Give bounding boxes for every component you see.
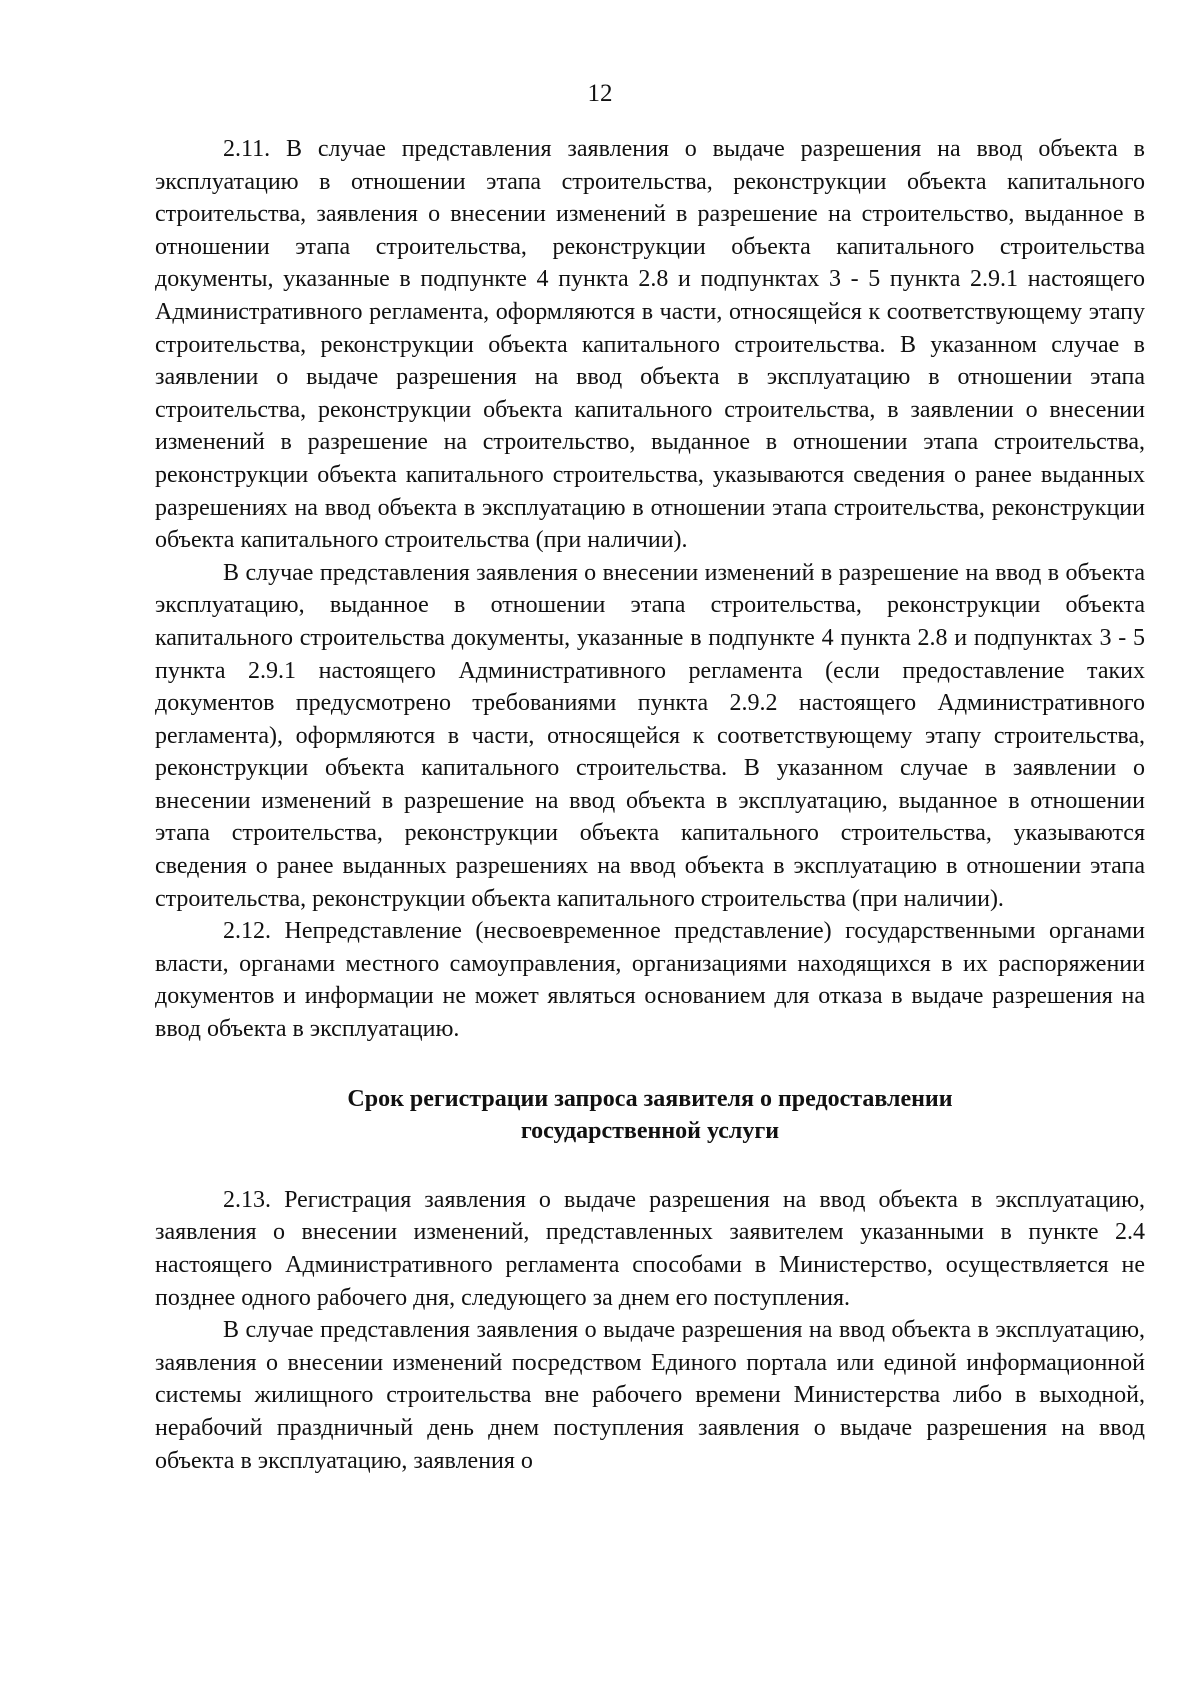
paragraph-off-hours-submission: В случае представления заявления о выдаче разрешения на ввод объекта в эксплуатацию, заявления о внесении изменений посредством Единого портала или единой информационной системы жилищного строительства вне рабочего времени Министерства либо в выходной, нерабочий праздничный день днем поступления заявления о выдаче разрешения на ввод объекта в эксплуатацию, заявления о: [155, 1317, 1145, 1474]
section-heading-line-2: государственной услуги: [520, 1118, 780, 1145]
paragraph-2-12: 2.12. Непредставление (несвоевременное представление) государственными органами власти, органами местного самоуправления, организациями находящихся в их распоряжении документов и информации не может являться основанием для отказа в выдаче разрешения на ввод объекта в эксплуатацию.: [155, 918, 1145, 1043]
page-number: 12: [587, 80, 613, 107]
document-body: [155, 133, 1145, 1477]
paragraph-stage-changes: В случае представления заявления о внесении изменений в разрешение на ввод в объекта эксплуатацию, выданное в отношении этапа строительства, реконструкции объекта капитального строительства документы, указанные в подпункте 4 пункта 2.8 и подпунктах 3 - 5 пункта 2.9.1 настоящего Административного регламента (если предоставление таких документов предусмотрено требованиями пункта 2.9.2 настоящего Административного регламента), оформляются в части, относящейся к соответствующему этапу строительства, реконструкции объекта капитального строительства. В указанном случае в заявлении о внесении изменений в разрешение на ввод объекта в эксплуатацию, выданное в отношении этапа строительства, реконструкции объекта капитального строительства, указываются сведения о ранее выданных разрешениях на ввод объекта в эксплуатацию в отношении этапа строительства, реконструкции объекта капитального строительства (при наличии).: [155, 559, 1145, 912]
section-heading-line-1: Срок регистрации запроса заявителя о предоставлении: [347, 1085, 953, 1112]
paragraph-2-13: 2.13. Регистрация заявления о выдаче разрешения на ввод объекта в эксплуатацию, заявления о внесении изменений, представленных заявителем указанными в пункте 2.4 настоящего Административного регламента способами в Министерство, осуществляется не позднее одного рабочего дня, следующего за днем его поступления.: [155, 1186, 1145, 1311]
section-heading: [155, 1083, 1145, 1148]
paragraph-2-11: 2.11. В случае представления заявления о выдаче разрешения на ввод объекта в эксплуатацию в отношении этапа строительства, реконструкции объекта капитального строительства, заявления о внесении изменений в разрешение на строительство, выданное в отношении этапа строительства, реконструкции объекта капитального строительства документы, указанные в подпункте 4 пункта 2.8 и подпунктах 3 - 5 пункта 2.9.1 настоящего Административного регламента, оформляются в части, относящейся к соответствующему этапу строительства, реконструкции объекта капитального строительства. В указанном случае в заявлении о выдаче разрешения на ввод объекта в эксплуатацию в отношении этапа строительства, реконструкции объекта капитального строительства, в заявлении о внесении изменений в разрешение на строительство, выданное в отношении этапа строительства, реконструкции объекта капитального строительства, указываются сведения о ранее выданных разрешениях на ввод объекта в эксплуатацию в отношении этапа строительства, реконструкции объекта капитального строительства (при наличии).: [155, 136, 1145, 554]
